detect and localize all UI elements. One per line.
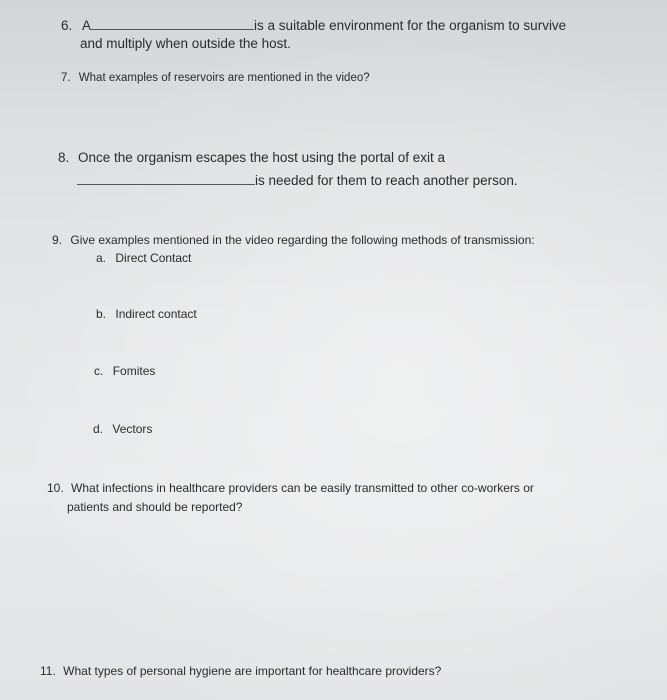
question-6-prefix: A bbox=[82, 18, 92, 33]
question-6-line-2: and multiply when outside the host. bbox=[80, 36, 291, 51]
question-6-number: 6. bbox=[61, 18, 73, 33]
question-8-suffix: is needed for them to reach another person. bbox=[255, 173, 518, 188]
item-label: Indirect contact bbox=[115, 307, 197, 321]
question-10-line-2: patients and should be reported? bbox=[67, 500, 243, 514]
item-label: Vectors bbox=[112, 422, 153, 436]
item-letter: b. bbox=[96, 307, 107, 321]
question-11-number: 11. bbox=[40, 664, 56, 678]
question-8-line-2 bbox=[77, 172, 518, 188]
question-9-text: Give examples mentioned in the video regarding the following methods of transmission: bbox=[70, 233, 535, 247]
question-9-item-d bbox=[93, 422, 152, 436]
question-7-text: What examples of reservoirs are mentioned in the video? bbox=[78, 72, 370, 84]
question-8-text: Once the organism escapes the host using the portal of exit a bbox=[78, 150, 445, 165]
question-8-line-1 bbox=[58, 150, 445, 165]
question-9 bbox=[52, 233, 535, 247]
question-9-item-a bbox=[96, 251, 191, 265]
question-11-text: What types of personal hygiene are important for healthcare providers? bbox=[63, 664, 442, 678]
question-10-line-1 bbox=[47, 481, 534, 495]
question-9-item-c bbox=[94, 364, 155, 378]
item-letter: a. bbox=[96, 251, 107, 265]
question-7 bbox=[61, 72, 370, 84]
question-10-number: 10. bbox=[47, 481, 64, 495]
item-letter: d. bbox=[93, 422, 104, 436]
question-9-number: 9. bbox=[52, 233, 63, 247]
question-10-text: What infections in healthcare providers can be easily transmitted to other co-workers or bbox=[71, 481, 534, 495]
question-9-item-b bbox=[96, 307, 197, 321]
question-7-number: 7. bbox=[61, 72, 71, 84]
question-11 bbox=[40, 664, 441, 678]
question-8-blank[interactable] bbox=[77, 172, 255, 185]
item-letter: c. bbox=[94, 364, 104, 378]
item-label: Fomites bbox=[112, 364, 156, 378]
question-6-blank[interactable] bbox=[91, 17, 254, 30]
question-8-number: 8. bbox=[58, 150, 70, 165]
question-6-line-1 bbox=[61, 17, 566, 33]
item-label: Direct Contact bbox=[115, 251, 192, 265]
question-6-suffix: is a suitable environment for the organism to survive bbox=[254, 18, 567, 33]
